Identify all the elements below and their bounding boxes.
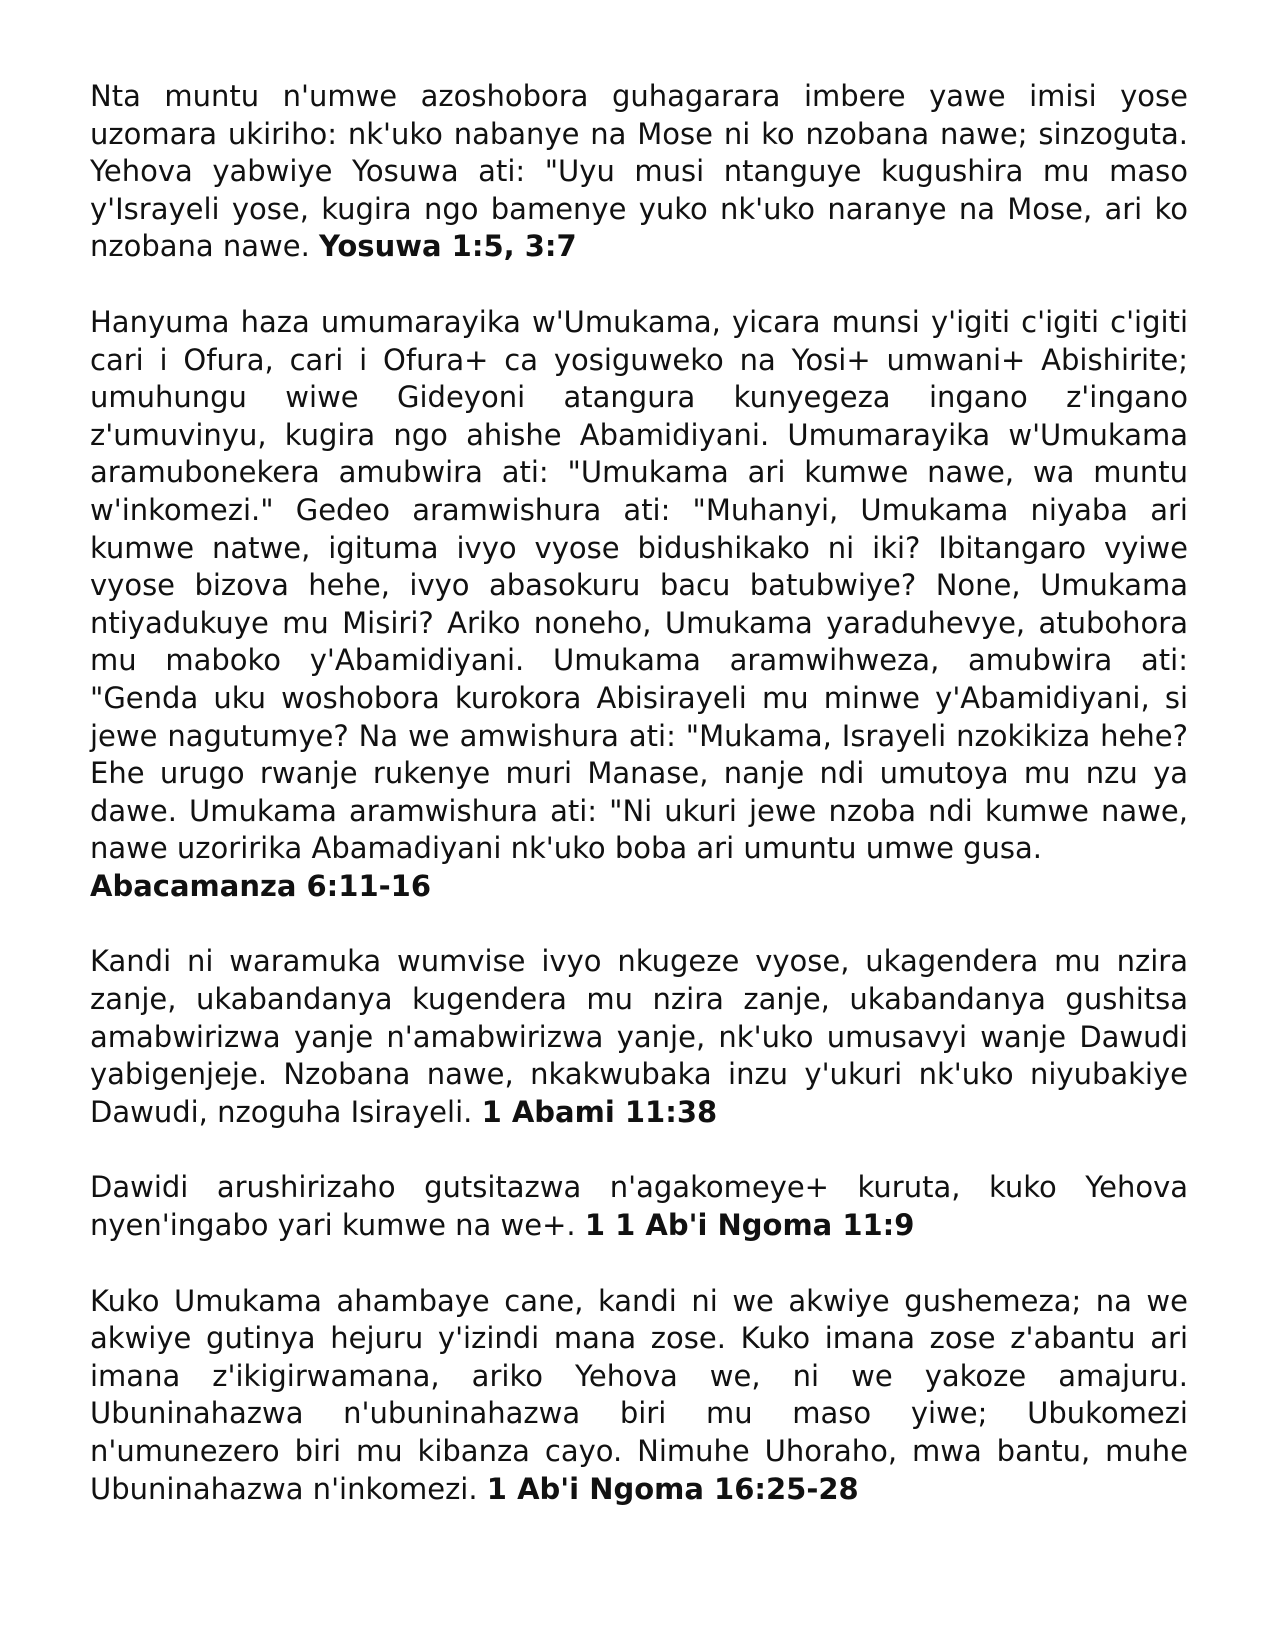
passage-abacamanza bbox=[90, 304, 1188, 906]
passage-text: Kandi ni waramuka wumvise ivyo nkugeze vyose, ukagendera mu nzira zanje, ukabandanya kugendera mu nzira zanje, ukabandanya gushitsa amabwirizwa yanje n'amabwirizwa yanje, nk'uko umusavyi wanje Dawudi yabigenjeje. Nzobana nawe, nkakwubaka inzu y'ukuri nk'uko niyubakiye Dawudi, nzoguha Isirayeli. bbox=[90, 944, 1188, 1129]
passage-text: Nta muntu n'umwe azoshobora guhagarara imbere yawe imisi yose uzomara ukiriho: nk'uko nabanye na Mose ni ko nzobana nawe; sinzoguta. Yehova yabwiye Yosuwa ati: "Uyu musi ntanguye kugushira mu maso y'Israyeli yose, kugira ngo bamenye yuko nk'uko naranye na Mose, ari ko nzobana nawe. bbox=[90, 79, 1188, 264]
passage-ngoma-11 bbox=[90, 1169, 1188, 1244]
scripture-reference: Abacamanza 6:11-16 bbox=[90, 868, 432, 903]
passage-ngoma-16 bbox=[90, 1283, 1188, 1509]
passage-text: Kuko Umukama ahambaye cane, kandi ni we akwiye gushemeza; na we akwiye gutinya hejuru y'izindi mana zose. Kuko imana zose z'abantu ari imana z'ikigirwamana, ariko Yehova we, ni we yakoze amajuru. Ubuninahazwa n'ubuninahazwa biri mu maso yiwe; Ubukomezi n'umunezero biri mu kibanza cayo. Nimuhe Uhoraho, mwa bantu, muhe Ubuninahazwa n'inkomezi. bbox=[90, 1283, 1188, 1506]
passage-text: Dawidi arushirizaho gutsitazwa n'agakomeye+ kuruta, kuko Yehova nyen'ingabo yari kumwe na we+. bbox=[90, 1170, 1188, 1243]
document-page bbox=[90, 78, 1188, 1546]
passage-abami bbox=[90, 943, 1188, 1131]
scripture-reference: 1 Abami 11:38 bbox=[481, 1094, 718, 1129]
scripture-reference: 1 Ab'i Ngoma 16:25-28 bbox=[486, 1471, 859, 1506]
scripture-reference: Yosuwa 1:5, 3:7 bbox=[319, 229, 577, 264]
scripture-reference: 1 1 Ab'i Ngoma 11:9 bbox=[584, 1208, 915, 1243]
passage-yosuwa bbox=[90, 78, 1188, 266]
passage-text: Hanyuma haza umumarayika w'Umukama, yicara munsi y'igiti c'igiti c'igiti cari i Ofura, cari i Ofura+ ca yosiguweko na Yosi+ umwani+ Abishirite; umuhungu wiwe Gideyoni atangura kunyegeza ingano z'ingano z'umuvinyu, kugira ngo ahishe Abamidiyani. Umumarayika w'Umukama aramubonekera amubwira ati: "Umukama ari kumwe nawe, wa muntu w'inkomezi." Gedeo aramwishura ati: "Muhanyi, Umukama niyaba ari kumwe natwe, igituma ivyo vyose bidushikako ni iki? Ibitangaro vyiwe vyose bizova hehe, ivyo abasokuru bacu batubwiye? None, Umukama ntiyadukuye mu Misiri? Ariko noneho, Umukama yaraduhevye, atubohora mu maboko y'Abamidiyani. Umukama aramwihweza, amubwira ati: "Genda uku woshobora kurokora Abisirayeli mu minwe y'Abamidiyani, si jewe nagutumye? Na we amwishura ati: "Mukama, Israyeli nzokikiza hehe? Ehe urugo rwanje rukenye muri Manase, nanje ndi umutoya mu nzu ya dawe. Umukama aramwishura ati: "Ni ukuri jewe nzoba ndi kumwe nawe, nawe uzoririka Abamadiyani nk'uko boba ari umuntu umwe gusa. bbox=[90, 304, 1188, 866]
